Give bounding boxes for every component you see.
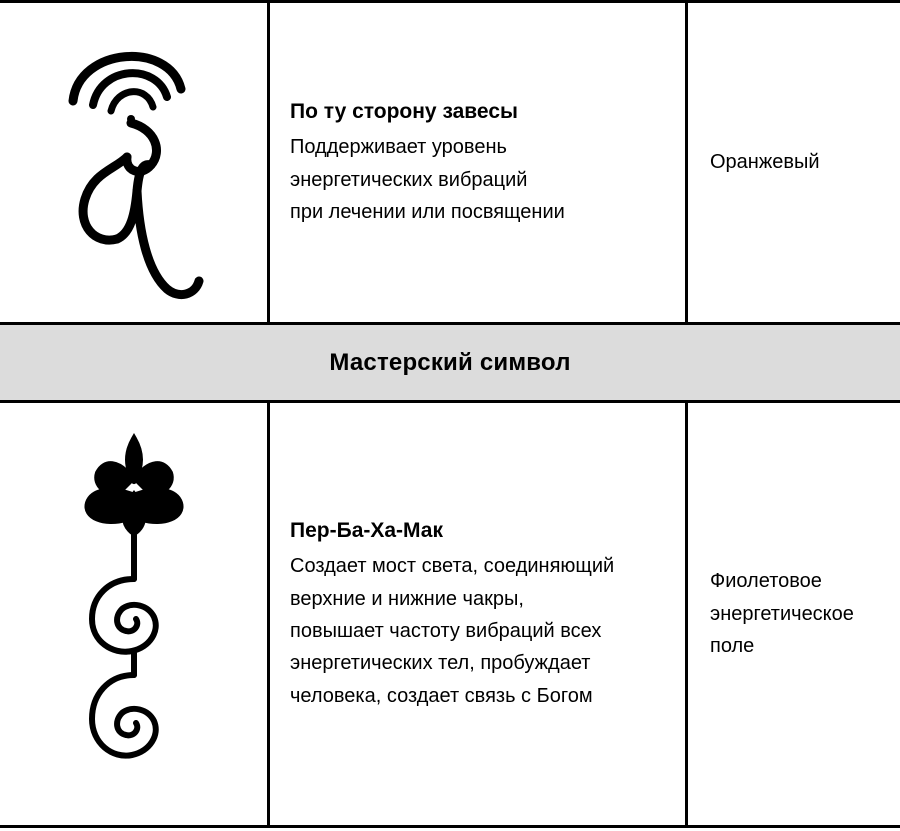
description-line: при лечении или посвящении <box>290 200 565 223</box>
banner-label: Мастерский символ <box>329 348 571 376</box>
symbol-title: По ту сторону завесы <box>290 99 518 123</box>
symbol-cell <box>0 403 270 825</box>
table-row <box>0 0 900 325</box>
color-line: Оранжевый <box>710 151 820 174</box>
color-cell <box>688 3 900 322</box>
veil-antenna-symbol-icon <box>59 23 209 303</box>
color-line: поле <box>710 635 755 658</box>
color-cell <box>688 403 900 825</box>
description-cell <box>270 3 688 322</box>
description-line: повышает частоту вибраций всех <box>290 620 602 643</box>
description-line: Поддерживает уровень <box>290 136 507 159</box>
description-line: энергетических вибраций <box>290 168 528 191</box>
description-line: энергетических тел, пробуждает <box>290 652 591 675</box>
lotus-double-spiral-symbol-icon <box>64 429 204 799</box>
table-row <box>0 403 900 828</box>
description-line: верхние и нижние чакры, <box>290 587 524 610</box>
description-cell <box>270 403 688 825</box>
description-line: Создает мост света, соединяющий <box>290 555 615 578</box>
symbol-cell <box>0 3 270 322</box>
color-line: Фиолетовое <box>710 570 822 593</box>
color-line: энергетическое <box>710 602 854 625</box>
description-line: человека, создает связь с Богом <box>290 684 593 707</box>
master-symbol-banner <box>0 325 900 403</box>
symbol-title: Пер-Ба-Ха-Мак <box>290 518 443 542</box>
